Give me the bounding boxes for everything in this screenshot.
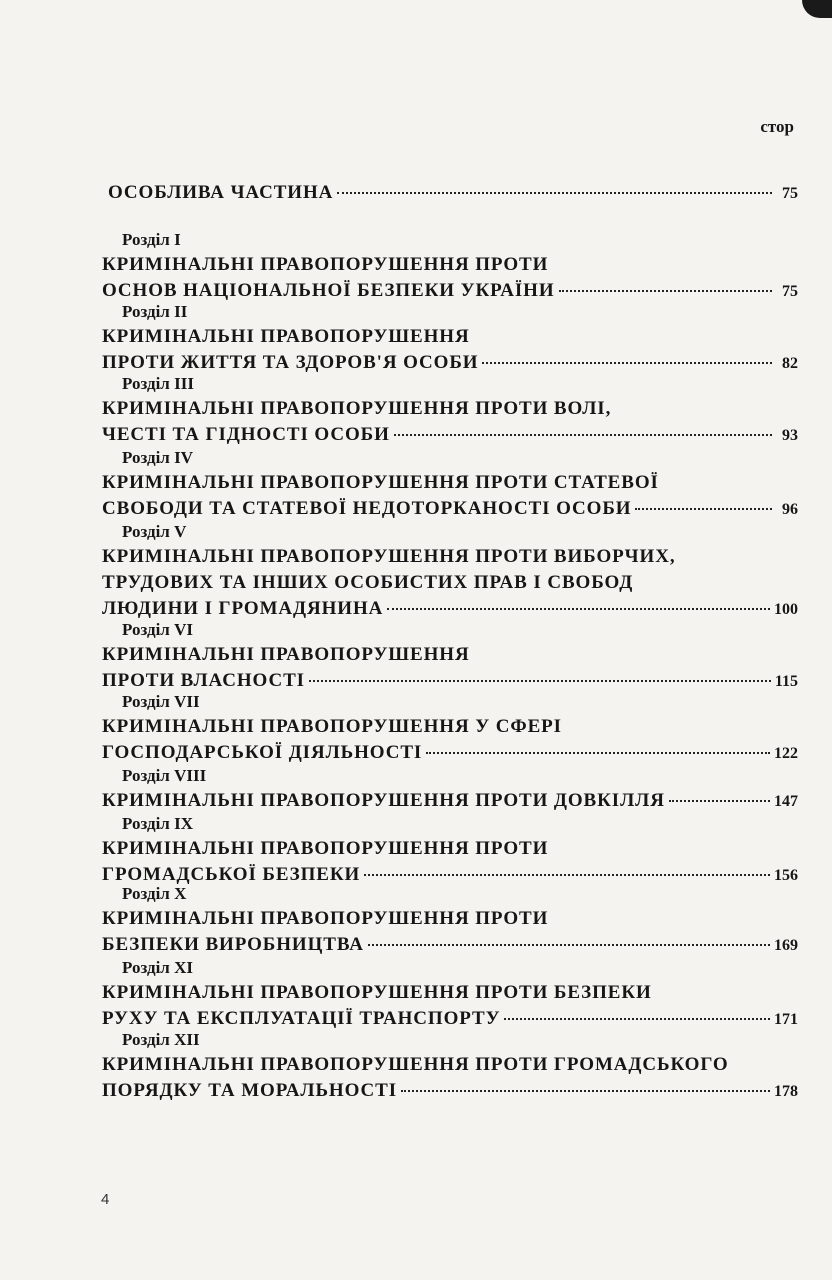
title-line: КРИМІНАЛЬНІ ПРАВОПОРУШЕННЯ ПРОТИ: [102, 838, 549, 859]
title-line: ЛЮДИНИ І ГРОМАДЯНИНА: [102, 598, 384, 619]
page-number: 115: [774, 673, 798, 690]
dot-leader: [368, 944, 770, 946]
title-line: ПРОТИ ВЛАСНОСТІ: [102, 670, 305, 691]
dot-leader: [401, 1090, 770, 1092]
toc-entry[interactable]: [102, 228, 798, 304]
page-number: 178: [774, 1083, 798, 1100]
section-label: Розділ VII: [122, 692, 200, 711]
toc-entry[interactable]: [102, 882, 798, 958]
title-line: КРИМІНАЛЬНІ ПРАВОПОРУШЕННЯ: [102, 644, 470, 665]
page-number: 82: [782, 355, 798, 372]
title-line: БЕЗПЕКИ ВИРОБНИЦТВА: [102, 934, 364, 955]
dot-leader: [482, 362, 772, 364]
title-line: СВОБОДИ ТА СТАТЕВОЇ НЕДОТОРКАНОСТІ ОСОБИ: [102, 498, 632, 519]
section-label: Розділ II: [122, 302, 188, 321]
page-number: 75: [782, 283, 798, 300]
toc-entry[interactable]: [102, 812, 798, 888]
book-edge-shadow: [802, 0, 832, 18]
section-label: Розділ III: [122, 374, 194, 393]
toc-entry[interactable]: [102, 520, 798, 622]
page-number: 93: [782, 427, 798, 444]
page-number: 122: [774, 745, 798, 762]
title-line-with-page: [102, 740, 798, 766]
dot-leader: [635, 508, 772, 510]
title-line: КРИМІНАЛЬНІ ПРАВОПОРУШЕННЯ ПРОТИ ВИБОРЧИХ,: [102, 546, 676, 567]
page-number: 147: [774, 793, 798, 810]
toc-entry[interactable]: [102, 300, 798, 376]
toc-entry[interactable]: [102, 372, 798, 448]
part-title: ОСОБЛИВА ЧАСТИНА: [108, 182, 334, 203]
dot-leader: [426, 752, 770, 754]
page-number: 156: [774, 867, 798, 884]
title-line: КРИМІНАЛЬНІ ПРАВОПОРУШЕННЯ ПРОТИ ДОВКІЛЛЯ: [102, 790, 665, 811]
dot-leader: [309, 680, 771, 682]
title-line-with-page: [102, 932, 798, 958]
title-line: ЧЕСТІ ТА ГІДНОСТІ ОСОБИ: [102, 424, 390, 445]
title-line: ОСНОВ НАЦІОНАЛЬНОЇ БЕЗПЕКИ УКРАЇНИ: [102, 280, 555, 301]
title-line: КРИМІНАЛЬНІ ПРАВОПОРУШЕННЯ ПРОТИ БЕЗПЕКИ: [102, 982, 652, 1003]
footer-page-number: 4: [101, 1191, 110, 1208]
title-line: КРИМІНАЛЬНІ ПРАВОПОРУШЕННЯ ПРОТИ ГРОМАДСЬКОГО: [102, 1054, 729, 1075]
toc-entry[interactable]: [102, 690, 798, 766]
title-line-with-page: [102, 496, 798, 522]
title-line-with-page: [102, 422, 798, 448]
title-line: ТРУДОВИХ ТА ІНШИХ ОСОБИСТИХ ПРАВ І СВОБОД: [102, 572, 634, 593]
part-heading-line: [108, 180, 798, 206]
toc-entry[interactable]: [102, 956, 798, 1032]
section-label: Розділ IX: [122, 814, 193, 833]
title-line: РУХУ ТА ЕКСПЛУАТАЦІЇ ТРАНСПОРТУ: [102, 1008, 501, 1029]
page-number: 96: [782, 501, 798, 518]
dot-leader: [364, 874, 770, 876]
dot-leader: [669, 800, 770, 802]
title-line: КРИМІНАЛЬНІ ПРАВОПОРУШЕННЯ: [102, 326, 470, 347]
section-label: Розділ I: [122, 230, 181, 249]
title-line: КРИМІНАЛЬНІ ПРАВОПОРУШЕННЯ У СФЕРІ: [102, 716, 562, 737]
dot-leader: [387, 608, 770, 610]
title-line: ПРОТИ ЖИТТЯ ТА ЗДОРОВ'Я ОСОБИ: [102, 352, 479, 373]
title-line: КРИМІНАЛЬНІ ПРАВОПОРУШЕННЯ ПРОТИ: [102, 254, 549, 275]
dot-leader: [394, 434, 772, 436]
page-column-label: стор: [760, 117, 794, 136]
title-line: КРИМІНАЛЬНІ ПРАВОПОРУШЕННЯ ПРОТИ СТАТЕВОЇ: [102, 472, 659, 493]
section-label: Розділ V: [122, 522, 187, 541]
page-number: 171: [774, 1011, 798, 1028]
section-label: Розділ VIII: [122, 766, 207, 785]
page-number: 100: [774, 601, 798, 618]
section-label: Розділ X: [122, 884, 187, 903]
title-line: КРИМІНАЛЬНІ ПРАВОПОРУШЕННЯ ПРОТИ ВОЛІ,: [102, 398, 612, 419]
dot-leader: [504, 1018, 770, 1020]
toc-entry[interactable]: [102, 618, 798, 694]
title-line: ПОРЯДКУ ТА МОРАЛЬНОСТІ: [102, 1080, 398, 1101]
dot-leader: [559, 290, 772, 292]
dot-leader: [337, 192, 772, 194]
section-label: Розділ VI: [122, 620, 193, 639]
title-line-with-page: [102, 788, 798, 814]
section-label: Розділ IV: [122, 448, 193, 467]
section-label: Розділ XI: [122, 958, 193, 977]
part-page-number: 75: [782, 185, 798, 202]
title-line-with-page: [102, 1078, 798, 1104]
page-number: 169: [774, 937, 798, 954]
toc-entry[interactable]: [102, 446, 798, 522]
title-line: КРИМІНАЛЬНІ ПРАВОПОРУШЕННЯ ПРОТИ: [102, 908, 549, 929]
section-label: Розділ XII: [122, 1030, 200, 1049]
title-line: ГОСПОДАРСЬКОЇ ДІЯЛЬНОСТІ: [102, 742, 423, 763]
part-heading: [108, 180, 798, 206]
title-line: ГРОМАДСЬКОЇ БЕЗПЕКИ: [102, 864, 361, 885]
toc-entry[interactable]: [102, 1028, 798, 1104]
toc-entry[interactable]: [102, 764, 798, 814]
